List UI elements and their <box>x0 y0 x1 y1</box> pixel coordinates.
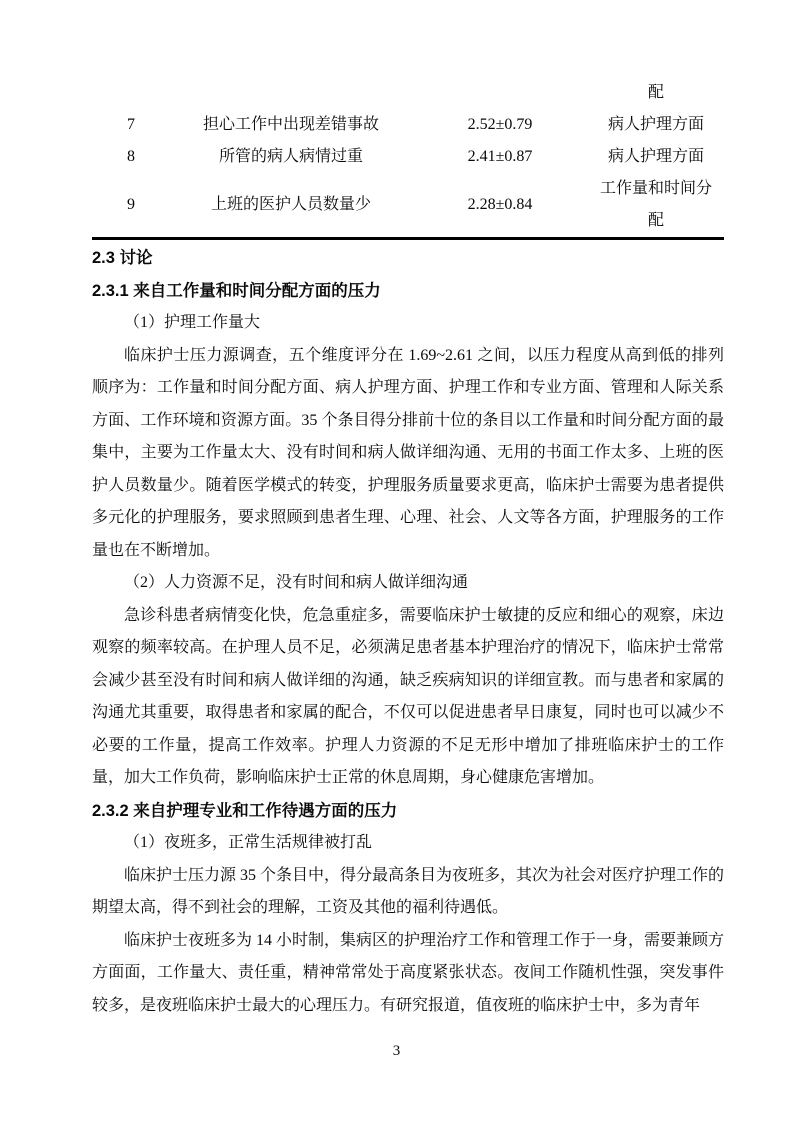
cell-rank: 9 <box>127 196 135 213</box>
point-1-heading: （1）护理工作量大 <box>124 314 261 331</box>
cell-score: 2.28±0.84 <box>467 196 533 213</box>
cell-rank-empty <box>92 77 170 109</box>
table-row <box>92 141 724 173</box>
cell-score: 2.52±0.79 <box>467 116 533 133</box>
table-row-carryover <box>92 77 724 109</box>
cell-score-empty <box>412 77 588 109</box>
page-number: 3 <box>392 1043 401 1059</box>
subsection-heading-232: 2.3.2 来自护理专业和工作待遇方面的压力 <box>92 801 398 820</box>
cell-dimension <box>588 173 724 237</box>
dimension-text: 病人护理方面 <box>607 116 704 133</box>
section-heading: 2.3 讨论 <box>92 249 153 267</box>
point-2-heading: （2）人力资源不足，没有时间和病人做详细沟通 <box>124 574 469 591</box>
table-row <box>92 109 724 141</box>
dimension-carryover-text: 配 <box>647 84 664 101</box>
cell-rank: 8 <box>127 148 135 165</box>
cell-item-empty <box>170 77 412 109</box>
cell-score: 2.41±0.87 <box>467 148 533 165</box>
paragraph: 临床护士压力源调查，五个维度评分在 1.69~2.61 之间，以压力程度从高到低的排列顺序为：工作量和时间分配方面、病人护理方面、护理工作和专业方面、管理和人际关系方面、工作环境和资源方面。35 个条目得分排前十位的条目以工作量和时间分配方面的最集中，主要为工作量太大、没有时间和病人做详细沟通、无用的书面工作太多、上班的医护人员数量少。随着医学模式的转变，护理服务质量要求更高，临床护士需要为患者提供多元化的护理服务，要求照顾到患者生理、心理、社会、人文等各方面，护理服务的工作量也在不断增加。 <box>92 346 724 559</box>
stressor-table-continuation <box>92 77 724 240</box>
dimension-text: 病人护理方面 <box>607 148 704 165</box>
cell-item: 担心工作中出现差错事故 <box>202 116 379 133</box>
paragraph: 急诊科患者病情变化快，危急重症多，需要临床护士敏捷的反应和细心的观察，床边观察的频率较高。在护理人员不足，必须满足患者基本护理治疗的情况下，临床护士常常会减少甚至没有时间和病人做详细的沟通，缺乏疾病知识的详细宣教。而与患者和家属的沟通尤其重要，取得患者和家属的配合，不仅可以促进患者早日康复，同时也可以减少不必要的工作量，提高工作效率。护理人力资源的不足无形中增加了排班临床护士的工作量，加大工作负荷，影响临床护士正常的休息周期，身心健康危害增加。 <box>92 606 724 786</box>
discussion-section <box>92 242 724 1022</box>
cell-item: 所管的病人病情过重 <box>218 148 363 165</box>
cell-item: 上班的医护人员数量少 <box>210 196 371 213</box>
table-row <box>92 173 724 237</box>
cell-dimension <box>588 109 724 141</box>
paragraph: 临床护士夜班多为 14 小时制，集病区的护理治疗工作和管理工作于一身，需要兼顾方方面面，工作量大、责任重，精神常常处于高度紧张状态。夜间工作随机性强，突发事件较多，是夜班临床护士最大的心理压力。有研究报道，值夜班的临床护士中，多为青年 <box>92 931 725 1014</box>
point-1-heading: （1）夜班多，正常生活规律被打乱 <box>124 834 373 851</box>
subsection-heading-231: 2.3.1 来自工作量和时间分配方面的压力 <box>92 281 381 300</box>
cell-dimension <box>588 141 724 173</box>
cell-rank: 7 <box>127 116 135 133</box>
cell-dimension-carryover <box>588 77 724 109</box>
paragraph: 临床护士压力源 35 个条目中，得分最高条目为夜班多，其次为社会对医疗护理工作的期望太高，得不到社会的理解，工资及其他的福利待遇低。 <box>92 866 725 916</box>
dimension-text: 工作量和时间分配 <box>599 180 712 229</box>
